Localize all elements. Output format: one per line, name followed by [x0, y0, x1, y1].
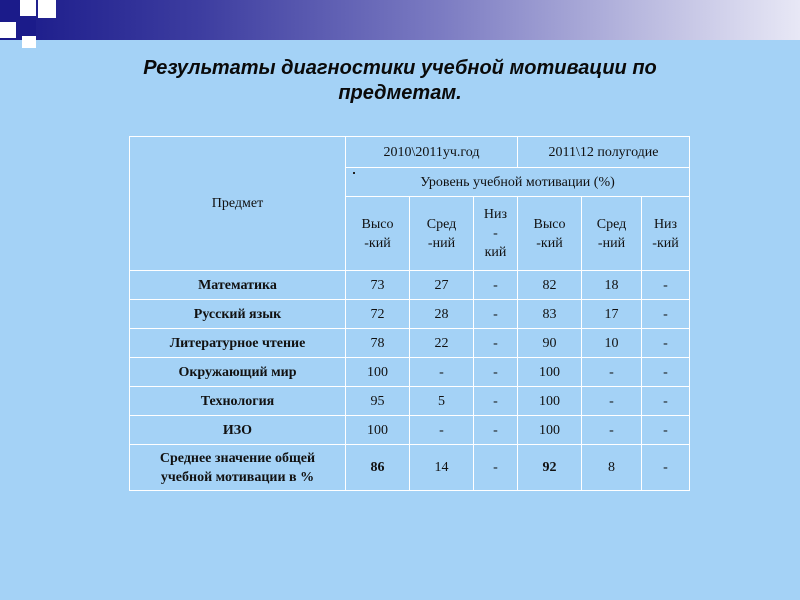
- cell-value: -: [582, 358, 642, 387]
- cell-value: -: [474, 358, 518, 387]
- col-mid-1: [410, 197, 474, 271]
- header-subject: Предмет: [130, 137, 346, 271]
- cell-value: -: [410, 358, 474, 387]
- cell-value: 95: [346, 387, 410, 416]
- cell-value: -: [474, 271, 518, 300]
- col-label-line: -кий: [536, 235, 563, 251]
- slide-title: Результаты диагностики учебной мотивации по предметам.: [143, 57, 657, 104]
- cell-value: 92: [518, 445, 582, 491]
- cell-value: -: [474, 416, 518, 445]
- cell-value: -: [410, 416, 474, 445]
- cell-value: 82: [518, 271, 582, 300]
- cell-value: -: [642, 271, 690, 300]
- col-label-line: -ний: [427, 235, 456, 251]
- cell-value: 100: [518, 416, 582, 445]
- cell-value: 100: [346, 358, 410, 387]
- table-row: [130, 300, 690, 329]
- cell-value: 18: [582, 271, 642, 300]
- cell-value: 100: [346, 416, 410, 445]
- decor-square-navy-1: [0, 0, 20, 20]
- col-label-line: -ний: [597, 235, 626, 251]
- cell-value: 10: [582, 329, 642, 358]
- table-row-summary: [130, 445, 690, 491]
- col-label-line: -кий: [364, 235, 391, 251]
- cell-value: -: [582, 416, 642, 445]
- cell-value: -: [642, 387, 690, 416]
- cell-value: -: [642, 300, 690, 329]
- col-low-2: [642, 197, 690, 271]
- cell-value: 83: [518, 300, 582, 329]
- cell-value: -: [642, 329, 690, 358]
- col-low-1: [474, 197, 518, 271]
- cell-value: 100: [518, 358, 582, 387]
- table-row: [130, 271, 690, 300]
- table-row: [130, 358, 690, 387]
- col-high-1: [346, 197, 410, 271]
- row-subject: [130, 445, 346, 491]
- decor-square-white-2: [38, 0, 56, 18]
- decor-square-navy-2: [20, 20, 36, 36]
- row-subject: Русский язык: [130, 300, 346, 329]
- row-subject: Технология: [130, 387, 346, 416]
- col-label-line: кий: [484, 245, 507, 260]
- cell-value: -: [474, 300, 518, 329]
- cell-value: 73: [346, 271, 410, 300]
- header-motivation-level: Уровень учебной мотивации (%): [346, 168, 690, 197]
- row-subject: Литературное чтение: [130, 329, 346, 358]
- cell-value: 27: [410, 271, 474, 300]
- cell-value: 90: [518, 329, 582, 358]
- motivation-table: [129, 136, 690, 491]
- col-mid-2: [582, 197, 642, 271]
- header-gradient-bar: [0, 0, 800, 40]
- decor-square-white-1: [20, 0, 36, 16]
- row-subject: Математика: [130, 271, 346, 300]
- cell-value: 78: [346, 329, 410, 358]
- header-period-2: 2011\12 полугодие: [518, 137, 690, 168]
- col-label-line: -кий: [652, 235, 679, 251]
- cell-value: -: [474, 387, 518, 416]
- cell-value: -: [474, 445, 518, 491]
- cell-value: 72: [346, 300, 410, 329]
- cell-value: 28: [410, 300, 474, 329]
- table-row: [130, 387, 690, 416]
- cell-value: 5: [410, 387, 474, 416]
- cell-value: 100: [518, 387, 582, 416]
- col-label-line: Высо: [361, 216, 394, 232]
- col-label-line: Сред: [426, 216, 457, 232]
- row-subject: Окружающий мир: [130, 358, 346, 387]
- summary-label-line: Среднее значение общей: [159, 450, 316, 466]
- cell-value: -: [642, 358, 690, 387]
- col-label-line: Высо: [533, 216, 566, 232]
- col-label-line: Низ: [653, 216, 678, 232]
- row-subject: ИЗО: [130, 416, 346, 445]
- col-label-line: -: [493, 226, 498, 241]
- stray-dot: [353, 172, 355, 174]
- cell-value: 8: [582, 445, 642, 491]
- col-label-line: Низ: [483, 207, 508, 222]
- summary-label-line: учебной мотивации в %: [160, 469, 315, 485]
- cell-value: -: [642, 416, 690, 445]
- cell-value: -: [582, 387, 642, 416]
- cell-value: -: [642, 445, 690, 491]
- table-row: [130, 416, 690, 445]
- cell-value: -: [474, 329, 518, 358]
- cell-value: 86: [346, 445, 410, 491]
- decor-square-white-3: [0, 22, 16, 38]
- decor-square-white-4: [22, 36, 36, 48]
- col-label-line: Сред: [596, 216, 627, 232]
- cell-value: 14: [410, 445, 474, 491]
- cell-value: 22: [410, 329, 474, 358]
- header-period-1: 2010\2011уч.год: [346, 137, 518, 168]
- table-row: [130, 329, 690, 358]
- cell-value: 17: [582, 300, 642, 329]
- col-high-2: [518, 197, 582, 271]
